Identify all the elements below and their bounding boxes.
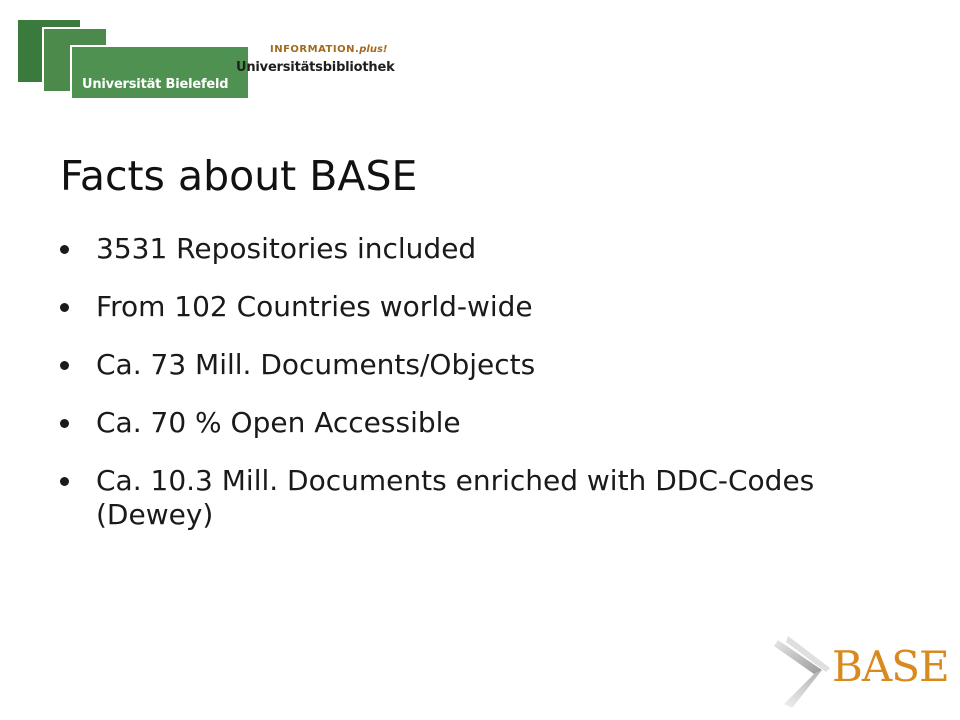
base-logo-text: BASE — [832, 642, 949, 691]
bullet-dot-icon — [60, 361, 69, 370]
bullet-text: Ca. 70 % Open Accessible — [96, 406, 461, 439]
bullet-list — [60, 232, 920, 556]
bullet-text: Ca. 10.3 Mill. Documents enriched with DDC-Codes (Dewey) — [96, 464, 815, 531]
library-logo-plus: plus! — [359, 44, 388, 55]
bullet-text: Ca. 73 Mill. Documents/Objects — [96, 348, 536, 381]
library-logo — [236, 44, 436, 84]
library-logo-information: INFORMATION. — [270, 44, 360, 55]
base-logo — [770, 632, 950, 712]
bullet-dot-icon — [60, 477, 69, 486]
bullet-item — [60, 406, 920, 440]
bullet-item — [60, 232, 920, 266]
slide-title: Facts about BASE — [60, 152, 418, 200]
university-name: Universität Bielefeld — [82, 77, 229, 92]
bullet-item — [60, 464, 920, 532]
base-chevron-icon — [770, 632, 840, 712]
library-name: Universitätsbibliothek — [236, 60, 395, 75]
library-logo-tagline — [270, 44, 387, 55]
bullet-dot-icon — [60, 303, 69, 312]
bullet-item — [60, 290, 920, 324]
bullet-item — [60, 348, 920, 382]
bullet-text: 3531 Repositories included — [96, 232, 477, 265]
logo-name-bar — [70, 45, 248, 98]
bullet-text: From 102 Countries world-wide — [96, 290, 533, 323]
bullet-dot-icon — [60, 419, 69, 428]
bullet-dot-icon — [60, 245, 69, 254]
